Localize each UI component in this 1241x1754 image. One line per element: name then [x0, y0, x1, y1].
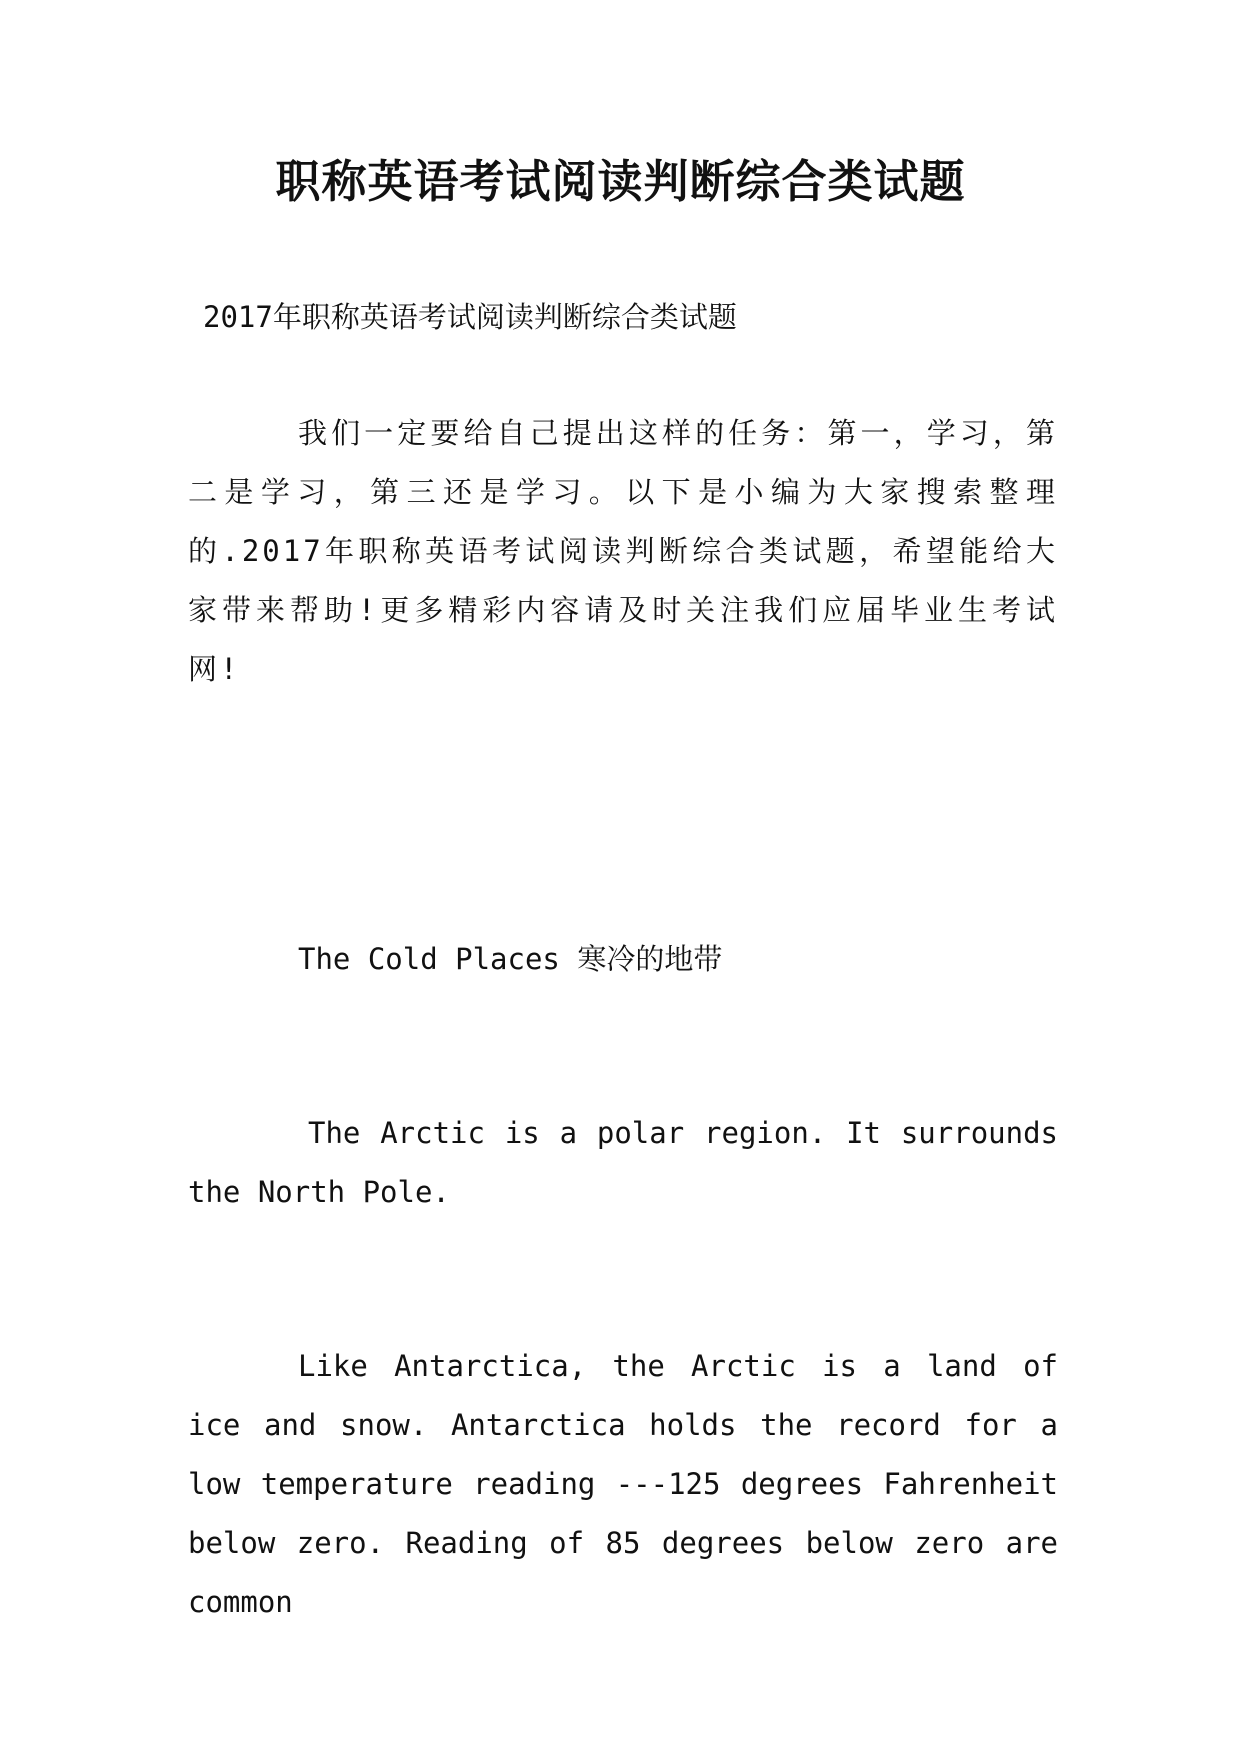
section-heading: The Cold Places 寒冷的地带 — [298, 942, 723, 976]
document-subtitle: 2017年职称英语考试阅读判断综合类试题 — [203, 300, 737, 334]
body-paragraph: Like Antarctica, the Arctic is a land of ice and snow. Antarctica holds the record for a low temperature reading ---125 degrees Fahrenheit below zero. Reading of 85 degrees below zero are common — [188, 1349, 1058, 1619]
document-title: 职称英语考试阅读判断综合类试题 — [275, 155, 966, 208]
body-paragraph: The Arctic is a polar region. It surrounds the North Pole. — [188, 1116, 1058, 1209]
intro-paragraph: 我们一定要给自己提出这样的任务：第一，学习，第二是学习，第三还是学习。以下是小编为大家搜索整理的.2017年职称英语考试阅读判断综合类试题，希望能给大家带来帮助!更多精彩内容请及时关注我们应届毕业生考试网! — [188, 416, 1058, 686]
